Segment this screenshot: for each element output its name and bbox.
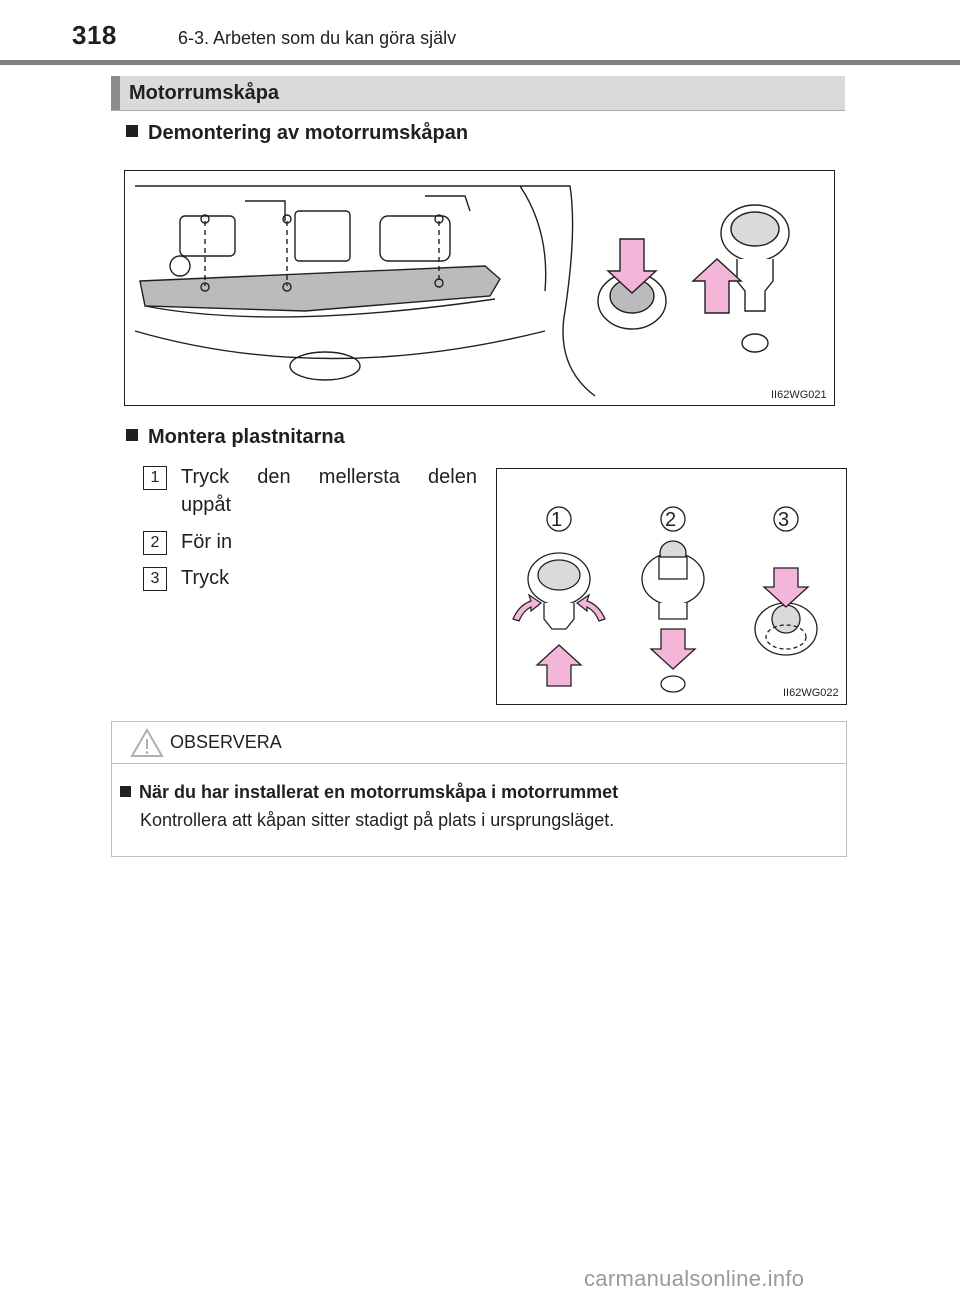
header-rule	[0, 60, 960, 65]
step-number-2: 2	[143, 531, 167, 555]
engine-bay-illustration	[125, 171, 834, 405]
square-bullet-icon	[120, 786, 131, 797]
clip-steps-illustration	[497, 469, 846, 704]
step-3-text: Tryck	[181, 567, 230, 589]
step-2-text: För in	[181, 531, 233, 553]
page-number: 318	[72, 20, 117, 50]
square-bullet-icon	[126, 125, 138, 137]
section-marker	[111, 76, 120, 110]
figure-code: II62WG022	[783, 687, 839, 699]
step-1-text-continued: uppåt	[181, 494, 232, 516]
figure-code: II62WG021	[771, 389, 827, 401]
caution-box	[111, 721, 847, 857]
subsection-heading-removal	[126, 122, 468, 145]
square-bullet-icon	[126, 429, 138, 441]
watermark: carmanualsonline.info	[584, 1266, 805, 1291]
figure-label-3: 3	[778, 509, 790, 531]
caution-body: Kontrollera att kåpan sitter stadigt på plats i ursprungsläget.	[140, 810, 615, 830]
caution-header	[112, 722, 846, 764]
step-number-3: 3	[143, 567, 167, 591]
caution-subtitle-row	[120, 782, 618, 803]
step-number-1: 1	[143, 466, 167, 490]
subsection-title: Demontering av motorrumskåpan	[148, 122, 469, 144]
subsection-heading-install	[126, 426, 345, 449]
step-1-text: Tryck den mellersta delen	[181, 466, 477, 488]
clip-install-figure	[496, 468, 847, 705]
caution-title: OBSERVERA	[170, 732, 282, 752]
engine-cover-figure	[124, 170, 835, 406]
caution-subtitle: När du har installerat en motorrumskåpa i motorrummet	[139, 782, 619, 802]
section-title: Motorrumskåpa	[129, 82, 280, 104]
warning-triangle-icon	[130, 728, 164, 758]
figure-label-1: 1	[551, 509, 563, 531]
chapter-title: 6-3. Arbeten som du kan göra själv	[178, 28, 457, 48]
figure-label-2: 2	[665, 509, 677, 531]
subsection-title: Montera plastnitarna	[148, 426, 345, 448]
section-heading-bar	[111, 76, 845, 111]
